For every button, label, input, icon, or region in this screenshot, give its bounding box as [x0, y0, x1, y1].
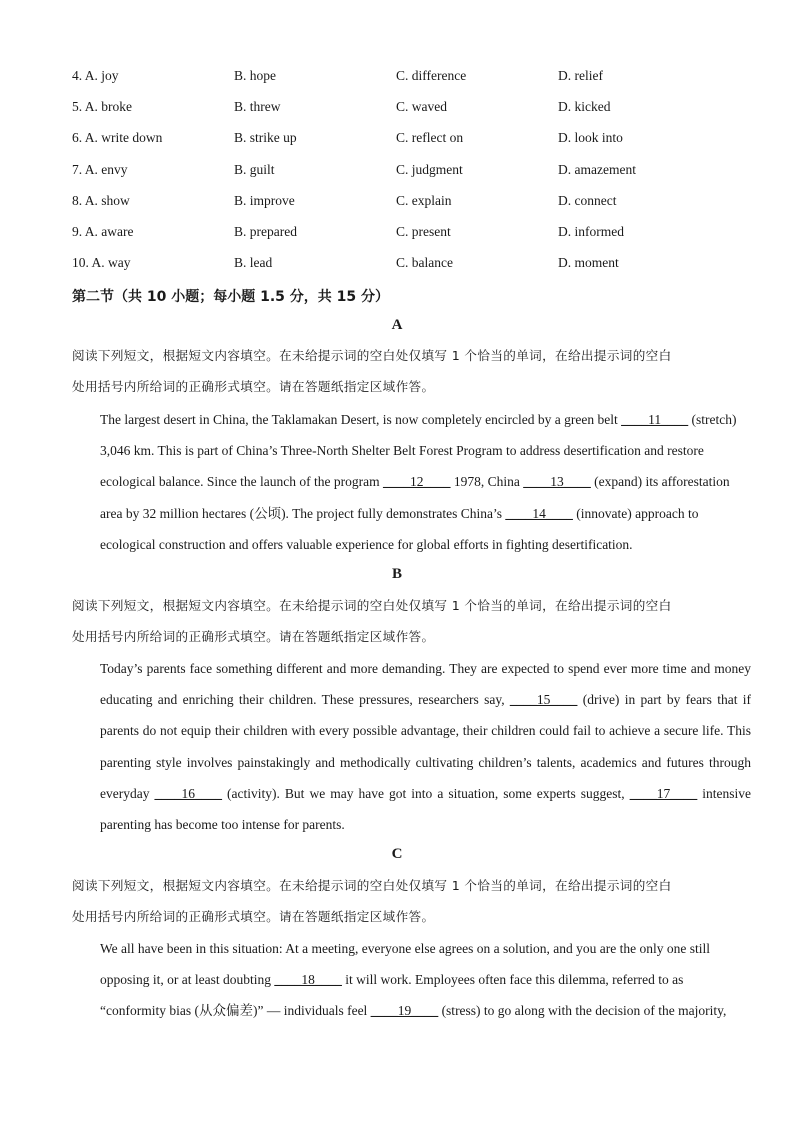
answer-blank[interactable]: ____19____: [370, 1003, 439, 1019]
passage-text: (stretch) 3,046 km. This is part of China’s Three-North Shelter Belt Forest Program to address desertification and restore ecological balance. Since the launch of the program: [100, 412, 737, 490]
option-6d: D. look into: [558, 130, 623, 146]
passage-text: Today’s parents face something different and more demanding. They are expected to spend ever more time and money educating and enriching their children. These pressures, researchers say,: [100, 661, 751, 708]
answer-blank[interactable]: ____15____: [509, 692, 578, 708]
instruction-line-2: 处用括号内所给词的正确形式填空。请在答题纸指定区域作答。: [72, 909, 435, 925]
answer-blank[interactable]: ____11____: [621, 412, 689, 427]
options-row-6: [72, 128, 732, 159]
passage-a: [72, 404, 751, 560]
option-6c: C. reflect on: [396, 130, 464, 146]
answer-blank[interactable]: ____12____: [383, 474, 451, 490]
part-a-instructions: [72, 340, 727, 402]
instruction-line-1: 阅读下列短文，根据短文内容填空。在未给提示词的空白处仅填写 1 个恰当的单词，在给出提示词的空白: [72, 598, 672, 613]
option-8c: C. explain: [396, 192, 452, 208]
answer-options: [72, 66, 732, 284]
instruction-line-1: 阅读下列短文，根据短文内容填空。在未给提示词的空白处仅填写 1 个恰当的单词，在给出提示词的空白: [72, 348, 672, 363]
option-4d: D. relief: [558, 68, 603, 83]
options-row-9: [72, 222, 732, 253]
option-4a: 4. A. joy: [72, 68, 119, 83]
option-4b: B. hope: [234, 68, 276, 83]
option-8a: 8. A. show: [72, 192, 130, 208]
option-5a: 5. A. broke: [72, 99, 132, 115]
option-9c: C. present: [396, 223, 451, 239]
passage-text: (stress) to go along with the decision of the majority,: [438, 1003, 727, 1019]
answer-blank[interactable]: ____16____: [154, 785, 223, 801]
passage-text: We all have been in this situation: At a meeting, everyone else agrees on a solution, and you are the only one still opposing it, or at least doubting: [100, 941, 710, 988]
option-8d: D. connect: [558, 192, 617, 208]
option-10b: B. lead: [234, 255, 273, 271]
passage-text: (expand) its afforestation area by 32 million hectares (公顷). The project fully demonstrates China’s: [100, 474, 730, 521]
section-title: 第二节（共 10 小题；每小题 1.5 分，共 15 分）: [72, 289, 390, 305]
option-10c: C. balance: [396, 255, 453, 271]
passage-b: [72, 653, 751, 840]
option-7d: D. amazement: [558, 161, 636, 177]
option-7b: B. guilt: [234, 161, 275, 177]
instruction-line-2: 处用括号内所给词的正确形式填空。请在答题纸指定区域作答。: [72, 629, 435, 645]
part-b-heading: B: [391, 566, 402, 582]
part-a-heading: A: [391, 317, 403, 333]
passage-text: (drive) in part by fears that if parents do not equip their children with every possible advantage, their children could fail to achieve a secure life. This parenting style involves painstakingly and methodically cultivating children’s talents, academics and futures through everyday: [100, 692, 751, 801]
passage-text: (activity). But we may have got into a situation, some experts suggest,: [222, 785, 630, 801]
part-c-heading: C: [391, 846, 403, 862]
option-6a: 6. A. write down: [72, 130, 163, 146]
options-row-8: [72, 191, 732, 222]
option-10d: D. moment: [558, 255, 619, 271]
answer-blank[interactable]: ____13____: [523, 474, 591, 490]
option-6b: B. strike up: [234, 130, 297, 146]
options-row-4: [72, 66, 732, 97]
passage-text: it will work. Employees often face this dilemma, referred to as “conformity bias (从众偏差)” — individuals feel: [100, 972, 684, 1019]
passage-text: 1978, China: [450, 474, 524, 490]
option-7a: 7. A. envy: [72, 161, 128, 177]
options-row-10: [72, 253, 732, 284]
part-c-instructions: [72, 870, 727, 932]
passage-text: (innovate) approach to ecological construction and offers valuable experience for global efforts in fighting desertification.: [100, 505, 699, 552]
option-5d: D. kicked: [558, 99, 611, 115]
option-9a: 9. A. aware: [72, 223, 134, 239]
option-5c: C. waved: [396, 99, 447, 115]
option-4c: C. difference: [396, 68, 467, 83]
option-8b: B. improve: [234, 192, 295, 208]
passage-c: [72, 933, 751, 1027]
options-row-7: [72, 160, 732, 191]
option-10a: 10. A. way: [72, 255, 131, 271]
passage-text: The largest desert in China, the Taklamakan Desert, is now completely encircled by a green belt: [100, 412, 622, 427]
answer-blank[interactable]: ____14____: [505, 505, 573, 521]
answer-blank[interactable]: ____18____: [274, 972, 342, 988]
option-9b: B. prepared: [234, 223, 297, 239]
option-7c: C. judgment: [396, 161, 463, 177]
instruction-line-2: 处用括号内所给词的正确形式填空。请在答题纸指定区域作答。: [72, 379, 435, 395]
options-row-5: [72, 97, 732, 128]
option-9d: D. informed: [558, 223, 624, 239]
part-b-instructions: [72, 590, 727, 652]
passage-text: intensive parenting has become too intense for parents.: [100, 785, 751, 833]
option-5b: B. threw: [234, 99, 281, 115]
instruction-line-1: 阅读下列短文，根据短文内容填空。在未给提示词的空白处仅填写 1 个恰当的单词，在给出提示词的空白: [72, 878, 672, 893]
answer-blank[interactable]: ____17____: [629, 785, 698, 801]
